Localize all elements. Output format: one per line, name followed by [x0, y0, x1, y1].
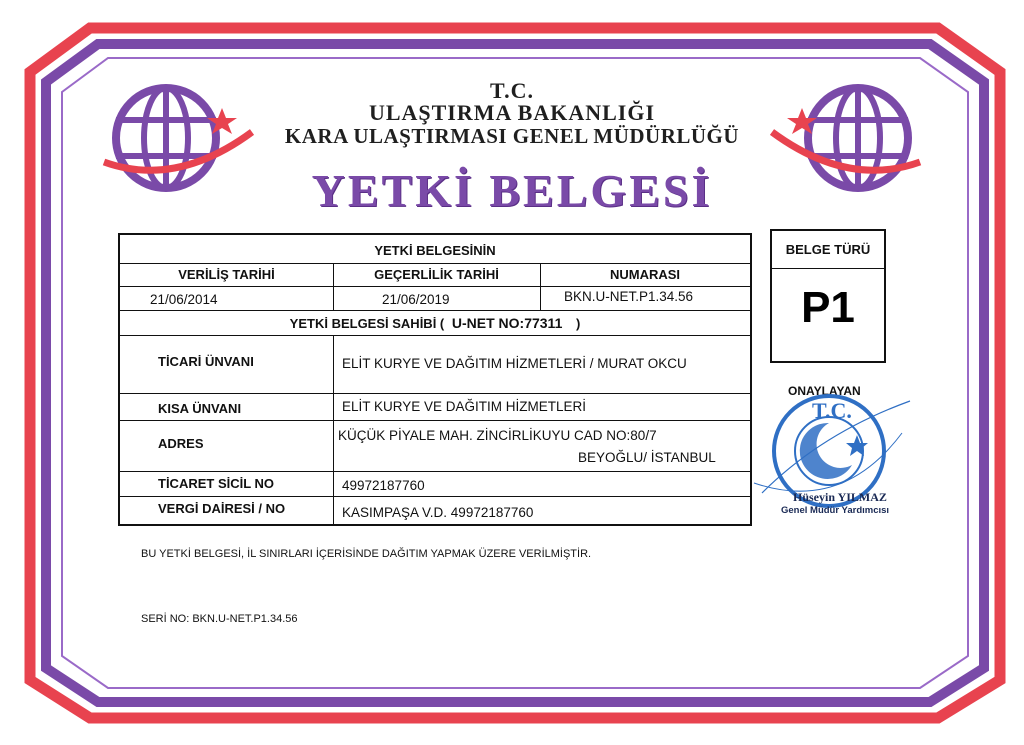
row-value-tax-office: KASIMPAŞA V.D. 49972187760 — [342, 505, 534, 520]
stamp-text: T.C. — [812, 398, 852, 423]
row-label-short-name: KISA ÜNVANI — [158, 401, 242, 416]
row-value-address: KÜÇÜK PİYALE MAH. ZİNCİRLİKUYU CAD NO:80/7 — [338, 428, 657, 443]
holder-label: YETKİ BELGESİ SAHİBİ ( — [289, 316, 445, 331]
badge-value: P1 — [801, 283, 855, 332]
document-type-badge — [770, 229, 886, 363]
header-ministry: ULAŞTIRMA BAKANLIĞI — [368, 100, 656, 125]
signer-name: Hüseyin YILMAZ — [793, 490, 887, 504]
signer-title: Genel Müdür Yardımcısı — [781, 505, 890, 516]
serial-number: SERİ NO: BKN.U-NET.P1.34.56 — [141, 613, 298, 625]
holder-row — [120, 315, 750, 331]
row-label-tax-office: VERGİ DAİRESİ / NO — [158, 501, 286, 516]
certificate-statement: BU YETKİ BELGESİ, İL SINIRLARI İÇERİSİNDE DAĞITIM YAPMAK ÜZERE VERİLMİŞTİR. — [141, 548, 592, 560]
header-tc: T.C. — [490, 78, 534, 103]
row-label-trade-name: TİCARİ ÜNVANI — [158, 354, 254, 369]
row-value-address-district: BEYOĞLU/ İSTANBUL — [578, 450, 716, 465]
holder-number: U-NET NO:77311 — [451, 315, 563, 331]
header-directorate: KARA ULAŞTIRMASI GENEL MÜDÜRLÜĞÜ — [284, 124, 740, 148]
issue-date: 21/06/2014 — [150, 292, 218, 307]
row-value-trade-registry: 49972187760 — [342, 478, 425, 493]
badge-title: BELGE TÜRÜ — [785, 242, 871, 257]
holder-close: ) — [575, 316, 581, 331]
valid-date: 21/06/2019 — [382, 292, 450, 307]
col-number-header: NUMARASI — [609, 267, 681, 282]
col-valid-date-header: GEÇERLİLİK TARİHİ — [374, 267, 499, 282]
approver-label: ONAYLAYAN — [788, 384, 861, 398]
row-value-trade-name: ELİT KURYE VE DAĞITIM HİZMETLERİ / MURAT OKCU — [342, 356, 687, 371]
certificate-number: BKN.U-NET.P1.34.56 — [564, 289, 694, 304]
col-issue-date-header: VERİLİŞ TARİHİ — [178, 267, 275, 282]
document-title: YETKİ BELGESİ — [311, 165, 713, 216]
section-title: YETKİ BELGESİNİN — [374, 243, 496, 258]
certificate-table — [118, 233, 752, 526]
row-value-short-name: ELİT KURYE VE DAĞITIM HİZMETLERİ — [342, 399, 587, 414]
row-label-trade-registry: TİCARET SİCİL NO — [158, 476, 275, 491]
row-label-address: ADRES — [158, 436, 204, 451]
